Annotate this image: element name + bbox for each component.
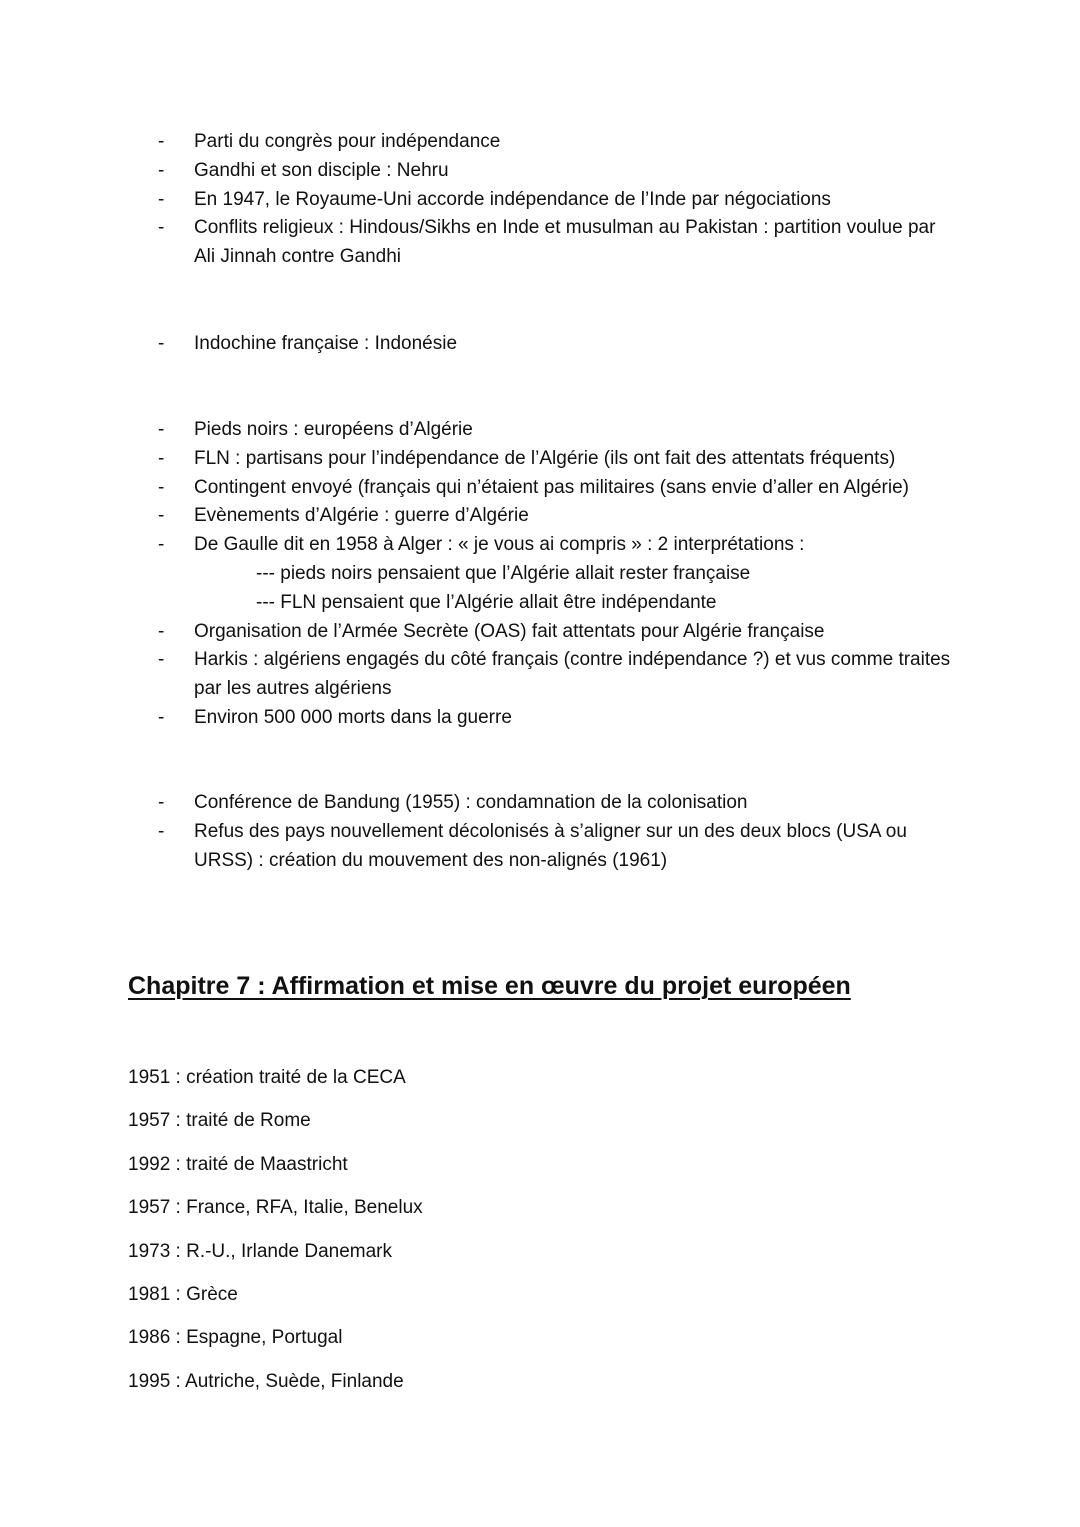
bullet-dash: - (158, 447, 165, 469)
list-item-text: Pieds noirs : européens d’Algérie (194, 419, 473, 440)
list-item (0, 474, 954, 503)
list-item-text: Refus des pays nouvellement décolonisés à s’aligner sur un des deux blocs (USA ou URSS) : création du mouvement des non-alignés (1961) (194, 820, 907, 871)
list-item (0, 157, 954, 186)
date-entry: 1951 : création traité de la CECA (128, 1067, 406, 1088)
date-entry: 1992 : traité de Maastricht (128, 1153, 348, 1175)
bullet-dash: - (158, 820, 165, 842)
list-item (0, 330, 954, 359)
list-item (0, 502, 954, 531)
list-item (0, 416, 954, 445)
list-item-text: Harkis : algériens engagés du côté français (contre indépendance ?) et vus comme traites par les autres algériens (194, 649, 951, 700)
bullet-list-india (0, 128, 1080, 272)
bullet-dash: - (158, 792, 165, 813)
date-entry: 1981 : Grèce (128, 1283, 238, 1305)
list-item (0, 818, 954, 876)
bullet-dash: - (158, 476, 165, 498)
list-item-text: Gandhi et son disciple : Nehru (194, 159, 449, 181)
bullet-dash: - (158, 419, 165, 440)
date-entry: 1957 : traité de Rome (128, 1110, 311, 1132)
sub-list-item: --- FLN pensaient que l’Algérie allait être indépendante (256, 591, 717, 613)
list-item (0, 214, 954, 272)
list-item (0, 445, 954, 474)
list-item-text: Indochine française : Indonésie (194, 333, 458, 354)
list-item (0, 789, 954, 818)
list-item-text: Conflits religieux : Hindous/Sikhs en Inde et musulman au Pakistan : partition voulue par Ali Jinnah contre Gandhi (194, 217, 936, 268)
date-entry: 1973 : R.-U., Irlande Danemark (128, 1240, 393, 1262)
bullet-dash: - (158, 333, 165, 354)
bullet-dash: - (158, 505, 165, 527)
bullet-list-algeria (0, 416, 1080, 733)
bullet-list-indochina (0, 330, 1080, 359)
list-item-text: De Gaulle dit en 1958 à Alger : « je vous ai compris » : 2 interprétations : (194, 534, 805, 556)
bullet-list-bandung (0, 789, 1080, 875)
bullet-dash: - (158, 534, 165, 556)
list-item (0, 531, 954, 560)
list-item-text: En 1947, le Royaume-Uni accorde indépendance de l’Inde par négociations (194, 188, 831, 210)
sub-list-item: --- pieds noirs pensaient que l’Algérie allait rester française (256, 562, 751, 584)
list-item (0, 704, 954, 733)
bullet-dash: - (158, 649, 165, 671)
bullet-dash: - (158, 131, 165, 152)
list-item (0, 646, 954, 704)
date-entry: 1957 : France, RFA, Italie, Benelux (128, 1197, 423, 1219)
bullet-dash: - (158, 188, 165, 210)
bullet-dash: - (158, 217, 165, 239)
list-item-text: Evènements d’Algérie : guerre d’Algérie (194, 505, 529, 527)
date-list (128, 1064, 423, 1411)
list-item (0, 618, 954, 647)
list-item-text: Contingent envoyé (français qui n’étaient pas militaires (sans envie d’aller en Algérie) (194, 476, 909, 498)
list-item-text: Parti du congrès pour indépendance (194, 131, 501, 152)
chapter-heading: Chapitre 7 : Affirmation et mise en œuvre du projet européen (128, 972, 851, 1000)
list-item-text: Organisation de l’Armée Secrète (OAS) fait attentats pour Algérie française (194, 620, 825, 642)
list-item-text: FLN : partisans pour l’indépendance de l’Algérie (ils ont fait des attentats fréquents) (194, 447, 896, 469)
bullet-dash: - (158, 159, 165, 181)
list-item-text: Conférence de Bandung (1955) : condamnation de la colonisation (194, 792, 748, 813)
bullet-dash: - (158, 620, 165, 642)
list-item (0, 186, 954, 215)
bullet-dash: - (158, 706, 165, 728)
list-item (0, 128, 954, 157)
date-entry: 1995 : Autriche, Suède, Finlande (128, 1370, 404, 1392)
date-entry: 1986 : Espagne, Portugal (128, 1327, 343, 1349)
list-item-text: Environ 500 000 morts dans la guerre (194, 706, 512, 728)
